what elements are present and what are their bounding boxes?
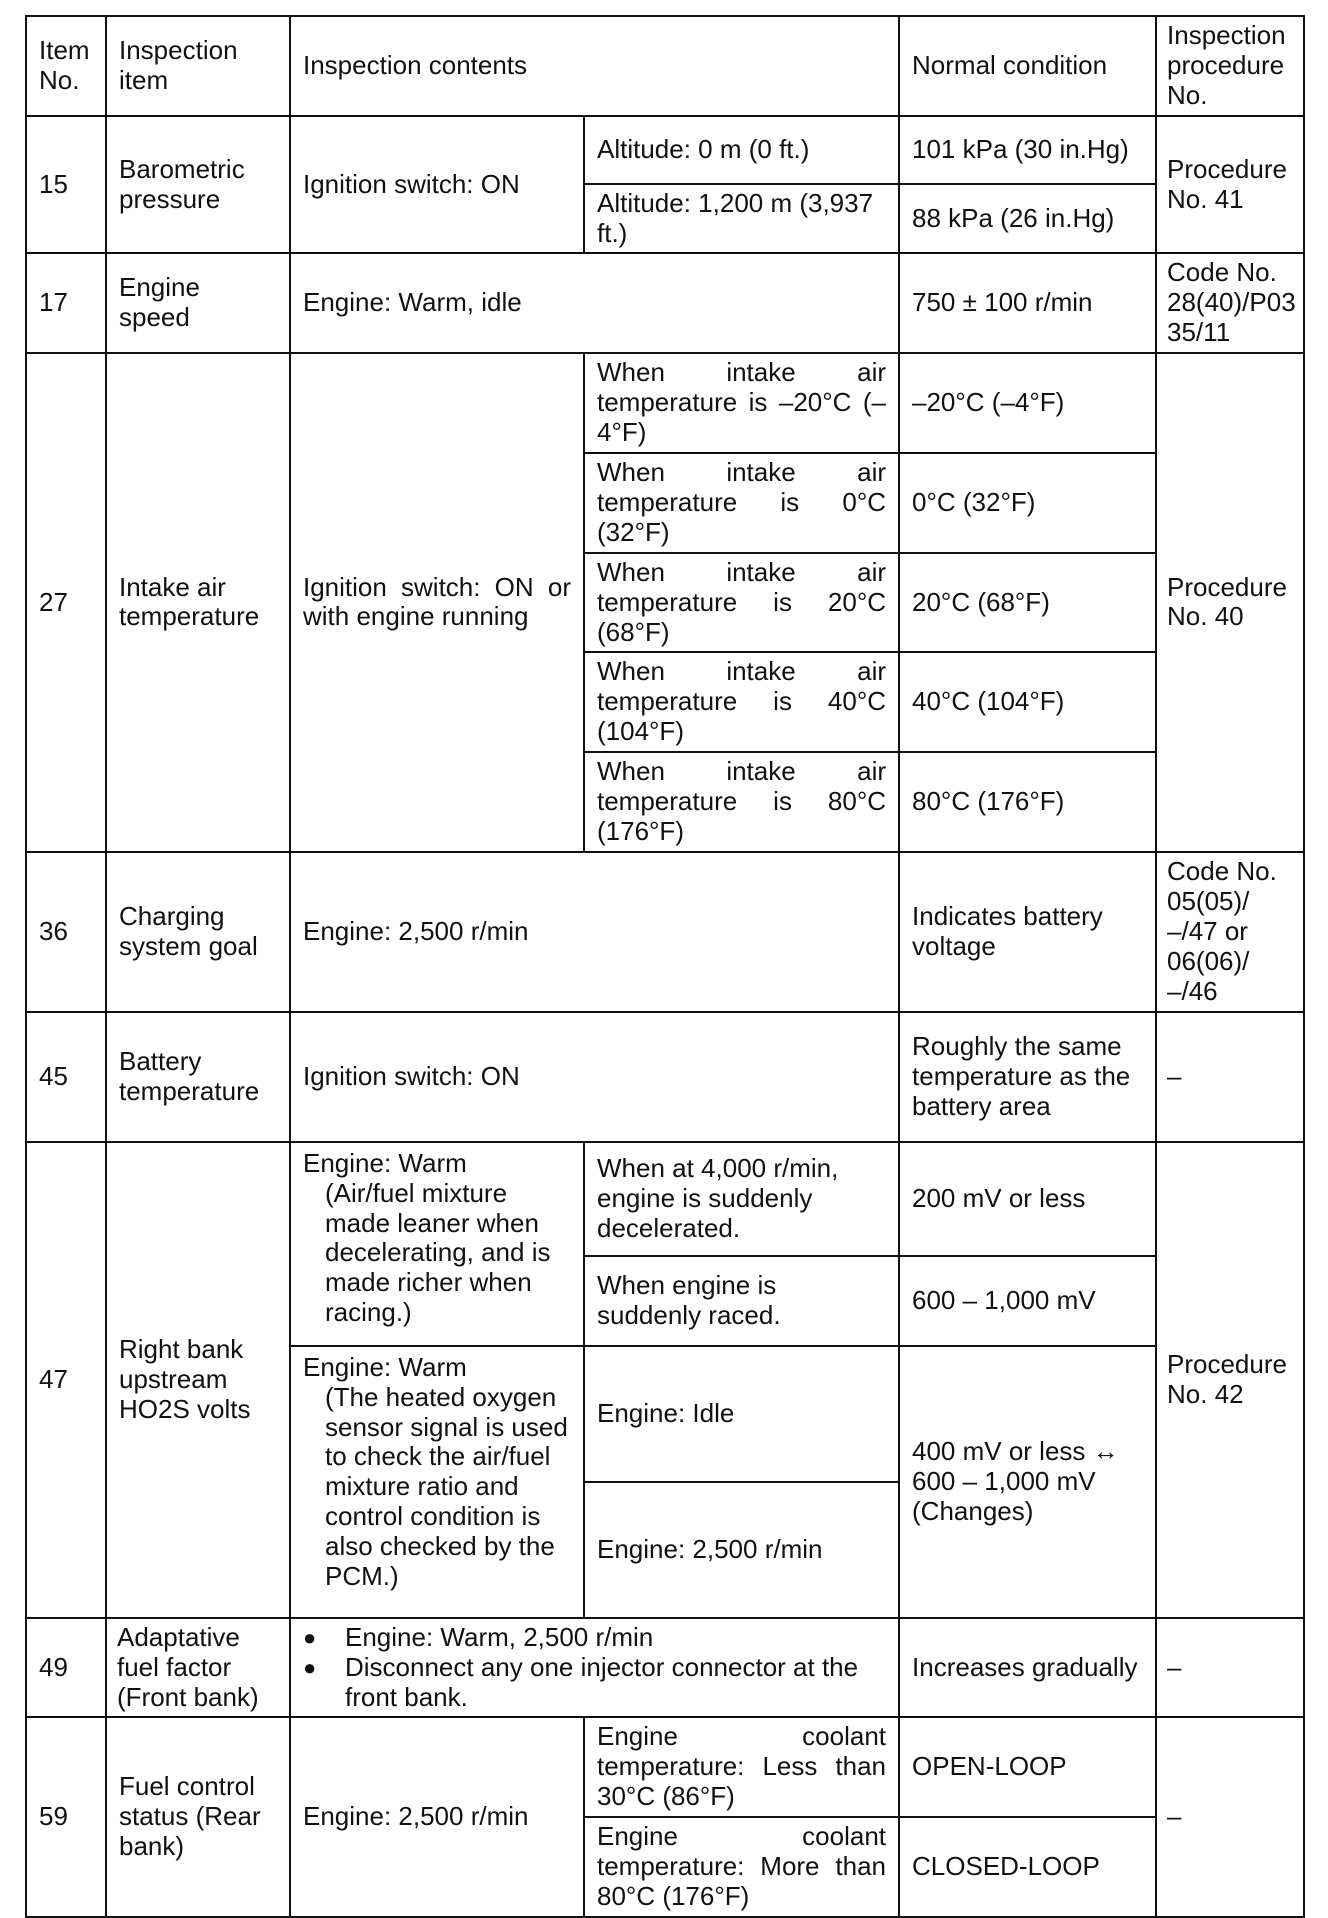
condition-15-1: Altitude: 0 m (0 ft.) bbox=[584, 116, 899, 184]
normal-36: Indicates battery voltage bbox=[899, 852, 1156, 1012]
table-row bbox=[26, 1618, 1304, 1718]
procedure-15: Procedure No. 41 bbox=[1156, 116, 1304, 254]
normal-47-2: 600 – 1,000 mV bbox=[899, 1256, 1156, 1346]
contents-49 bbox=[290, 1618, 899, 1718]
normal-59-2: CLOSED-LOOP bbox=[899, 1817, 1156, 1917]
table-row bbox=[26, 1717, 1304, 1817]
condition-27-3: When intake air temperature is 20°C (68°F) bbox=[584, 553, 899, 653]
procedure-47: Procedure No. 42 bbox=[1156, 1142, 1304, 1618]
item-name-36: Charging system goal bbox=[106, 852, 290, 1012]
normal-47-1: 200 mV or less bbox=[899, 1142, 1156, 1256]
condition-47-4: Engine: 2,500 r/min bbox=[584, 1482, 899, 1618]
condition-47-3: Engine: Idle bbox=[584, 1346, 899, 1482]
item-no-49: 49 bbox=[26, 1618, 106, 1718]
table-row bbox=[26, 1142, 1304, 1256]
item-no-59: 59 bbox=[26, 1717, 106, 1916]
list-item bbox=[303, 1623, 886, 1653]
procedure-36: Code No. 05(05)/ –/47 or 06(06)/ –/46 bbox=[1156, 852, 1304, 1012]
item-name-15: Barometric pressure bbox=[106, 116, 290, 254]
item-name-59: Fuel control status (Rear bank) bbox=[106, 1717, 290, 1916]
procedure-45: – bbox=[1156, 1012, 1304, 1142]
normal-15-2: 88 kPa (26 in.Hg) bbox=[899, 184, 1156, 254]
item-name-45: Battery temperature bbox=[106, 1012, 290, 1142]
table-row bbox=[26, 1012, 1304, 1142]
header-procedure-no: Inspection procedure No. bbox=[1156, 16, 1304, 116]
normal-59-1: OPEN-LOOP bbox=[899, 1717, 1156, 1817]
procedure-27: Procedure No. 40 bbox=[1156, 353, 1304, 852]
procedure-59: – bbox=[1156, 1717, 1304, 1916]
condition-47-2: When engine is suddenly raced. bbox=[584, 1256, 899, 1346]
contents-27: Ignition switch: ON or with engine running bbox=[290, 353, 584, 852]
header-normal-condition: Normal condition bbox=[899, 16, 1156, 116]
bullet-icon: ● bbox=[303, 1654, 317, 1680]
condition-59-2: Engine coolant temperature: More than 80°C (176°F) bbox=[584, 1817, 899, 1917]
procedure-17: Code No. 28(40)/P03 35/11 bbox=[1156, 253, 1304, 353]
table-row bbox=[26, 353, 1304, 453]
item-no-47: 47 bbox=[26, 1142, 106, 1618]
normal-17: 750 ± 100 r/min bbox=[899, 253, 1156, 353]
table-row bbox=[26, 253, 1304, 353]
header-inspection-item: Inspection item bbox=[106, 16, 290, 116]
inspection-table bbox=[25, 15, 1305, 1918]
procedure-49: – bbox=[1156, 1618, 1304, 1718]
normal-47-34: 400 mV or less ↔ 600 – 1,000 mV (Changes) bbox=[899, 1346, 1156, 1618]
contents-59: Engine: 2,500 r/min bbox=[290, 1717, 584, 1916]
condition-15-2: Altitude: 1,200 m (3,937 ft.) bbox=[584, 184, 899, 254]
contents-47-a bbox=[290, 1142, 584, 1346]
condition-27-1: When intake air temperature is –20°C (–4°F) bbox=[584, 353, 899, 453]
bullet-icon: ● bbox=[303, 1624, 317, 1650]
table-row bbox=[26, 852, 1304, 1012]
contents-17: Engine: Warm, idle bbox=[290, 253, 899, 353]
contents-49-list bbox=[303, 1623, 886, 1713]
contents-49-bullet-2: Disconnect any one injector connector at the front bank. bbox=[345, 1651, 859, 1712]
header-item-no: Item No. bbox=[26, 16, 106, 116]
item-no-15: 15 bbox=[26, 116, 106, 254]
list-item bbox=[303, 1653, 886, 1713]
contents-47-b-note: (The heated oxygen sensor signal is used to check the air/fuel mixture ratio and control condition is also checked by the PCM.) bbox=[325, 1381, 568, 1592]
condition-27-5: When intake air temperature is 80°C (176°F) bbox=[584, 752, 899, 852]
item-no-17: 17 bbox=[26, 253, 106, 353]
normal-15-1: 101 kPa (30 in.Hg) bbox=[899, 116, 1156, 184]
contents-36: Engine: 2,500 r/min bbox=[290, 852, 899, 1012]
normal-45: Roughly the same temperature as the battery area bbox=[899, 1012, 1156, 1142]
contents-47-a-note: (Air/fuel mixture made leaner when decelerating, and is made richer when racing.) bbox=[325, 1177, 551, 1328]
normal-27-3: 20°C (68°F) bbox=[899, 553, 1156, 653]
contents-49-bullet-1: Engine: Warm, 2,500 r/min bbox=[345, 1621, 654, 1652]
contents-47-a-title: Engine: Warm bbox=[303, 1147, 467, 1178]
condition-47-1: When at 4,000 r/min, engine is suddenly decelerated. bbox=[584, 1142, 899, 1256]
item-name-47: Right bank upstream HO2S volts bbox=[106, 1142, 290, 1618]
item-name-27: Intake air temperature bbox=[106, 353, 290, 852]
normal-27-5: 80°C (176°F) bbox=[899, 752, 1156, 852]
contents-15: Ignition switch: ON bbox=[290, 116, 584, 254]
normal-27-4: 40°C (104°F) bbox=[899, 652, 1156, 752]
item-no-36: 36 bbox=[26, 852, 106, 1012]
contents-45: Ignition switch: ON bbox=[290, 1012, 899, 1142]
normal-27-2: 0°C (32°F) bbox=[899, 453, 1156, 553]
item-name-49: Adaptative fuel factor (Front bank) bbox=[106, 1618, 290, 1718]
table-row bbox=[26, 116, 1304, 184]
normal-27-1: –20°C (–4°F) bbox=[899, 353, 1156, 453]
header-inspection-contents: Inspection contents bbox=[290, 16, 899, 116]
normal-49: Increases gradually bbox=[899, 1618, 1156, 1718]
condition-27-4: When intake air temperature is 40°C (104°F) bbox=[584, 652, 899, 752]
condition-59-1: Engine coolant temperature: Less than 30°C (86°F) bbox=[584, 1717, 899, 1817]
contents-47-b-title: Engine: Warm bbox=[303, 1351, 467, 1382]
header-row bbox=[26, 16, 1304, 116]
item-no-45: 45 bbox=[26, 1012, 106, 1142]
item-no-27: 27 bbox=[26, 353, 106, 852]
contents-47-b bbox=[290, 1346, 584, 1618]
item-name-17: Engine speed bbox=[106, 253, 290, 353]
condition-27-2: When intake air temperature is 0°C (32°F) bbox=[584, 453, 899, 553]
